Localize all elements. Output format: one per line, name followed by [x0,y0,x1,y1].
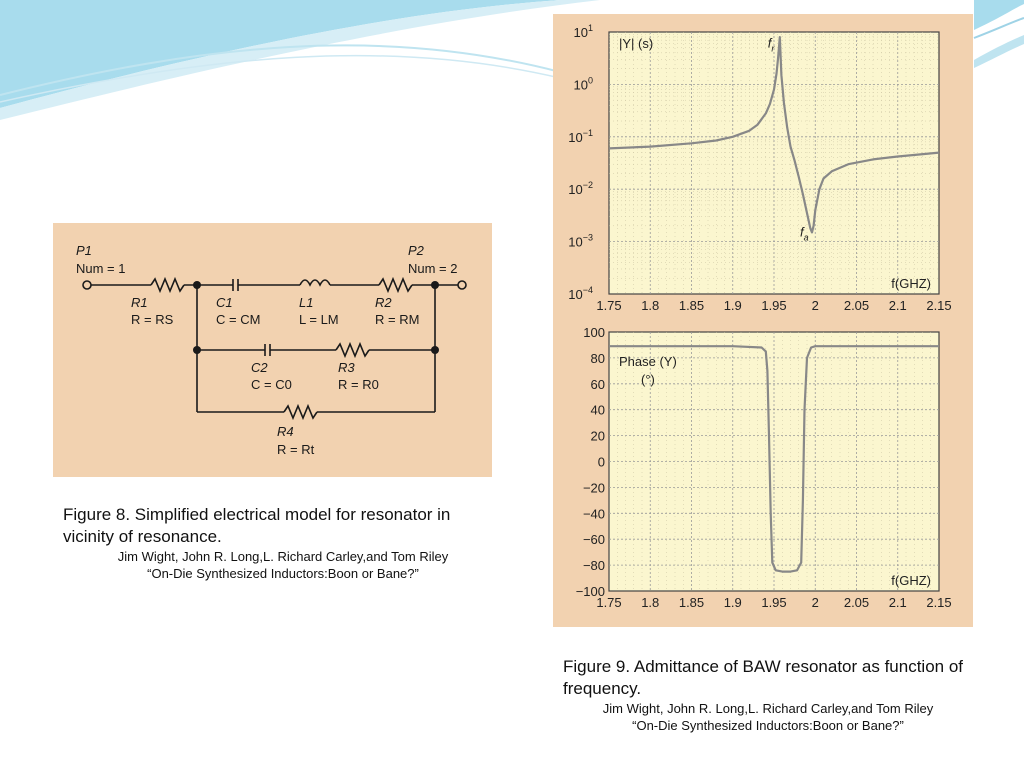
x-tick-label: 1.95 [761,298,787,313]
port1-terminal [83,281,91,289]
x-tick-label: 2.05 [843,298,870,313]
x-tick-label: 2 [811,298,819,313]
x-axis-label: f(GHZ) [891,573,931,588]
port2-num: Num = 2 [408,261,458,276]
figure8-caption [63,504,503,582]
y-tick-label: 80 [590,350,605,366]
r3-value: R = R0 [338,377,379,392]
r4-name: R4 [277,424,294,439]
annotation-fr: $f_r$ [767,35,775,54]
resistor-r2 [379,279,412,291]
y-axis-unit: (°) [641,372,655,387]
port1-name: P1 [76,243,92,258]
x-tick-label: 1.8 [641,595,660,610]
admittance-plot-panel [553,14,973,627]
r1-name: R1 [131,295,148,310]
x-tick-label: 2.1 [888,298,907,313]
x-tick-label: 2.15 [926,298,952,313]
y-tick-label: −40 [582,506,605,522]
c2-name: C2 [251,360,268,375]
figure8-caption-paper: “On-Die Synthesized Inductors:Boon or Bane?” [147,566,419,581]
x-tick-label: 1.75 [596,595,622,610]
x-axis-label: f(GHZ) [891,276,931,291]
y-tick-label: −20 [582,480,605,496]
port1-num: Num = 1 [76,261,126,276]
y-tick-label: $10^0$ [573,75,593,93]
y-tick-label: −60 [582,532,605,548]
y-tick-label: −100 [575,584,605,599]
l1-name: L1 [299,295,314,310]
x-tick-label: 1.9 [723,595,742,610]
l1-value: L = LM [299,312,339,327]
y-tick-exponent: −4 [582,285,593,295]
y-tick-exponent: 1 [587,23,593,33]
annotation-subscript: r [771,43,775,54]
y-tick-exponent: 0 [587,75,593,86]
x-tick-label: 2.05 [843,595,870,610]
r2-value: R = RM [375,312,420,327]
figure9-caption-authors: Jim Wight, John R. Long,L. Richard Carley,and Tom Riley [602,701,934,716]
figure9-caption [563,656,973,734]
x-tick-label: 2.15 [926,595,952,610]
y-tick-label: 20 [590,428,605,444]
resistor-r1 [151,279,184,291]
x-tick-label: 1.85 [678,298,705,313]
y-tick-label: 40 [590,402,605,418]
y-tick-label: $10^{-3}$ [568,232,593,250]
c1-name: C1 [216,295,233,310]
y-tick-label: 60 [590,376,605,392]
x-tick-label: 2 [811,595,819,610]
y-tick-label: $10^{-4}$ [568,285,593,302]
figure8-caption-title: Figure 8. Simplified electrical model for resonator in vicinity of resonance. [63,505,451,546]
y-tick-label: $10^1$ [573,23,593,40]
x-tick-label: 2.1 [888,595,907,610]
y-axis-label: |Y| (s) [619,36,654,51]
r3-name: R3 [338,360,355,375]
y-tick-label: 0 [597,454,605,470]
y-tick-exponent: −2 [582,180,593,191]
circuit-diagram-panel [53,223,492,477]
c2-value: C = C0 [251,377,292,392]
r1-value: R = RS [131,312,174,327]
port2-name: P2 [408,243,424,258]
admittance-charts [553,14,973,627]
y-axis-label: Phase (Y) [619,354,677,369]
r2-name: R2 [375,295,392,310]
x-tick-label: 1.8 [641,298,660,313]
resistor-r3 [336,344,369,356]
annotation-fa: $f_a$ [799,224,809,243]
resistor-r4 [284,406,317,418]
port2-terminal [458,281,466,289]
y-tick-exponent: −1 [582,127,593,138]
plot-area-0 [609,32,939,294]
r4-value: R = Rt [277,442,315,457]
y-tick-label: $10^{-1}$ [568,127,593,145]
x-tick-label: 1.85 [678,595,705,610]
annotation-subscript: a [803,232,809,243]
figure9-caption-title: Figure 9. Admittance of BAW resonator as function of frequency. [563,657,964,698]
x-tick-label: 1.95 [761,595,787,610]
inductor-l1 [300,280,330,285]
x-tick-label: 1.9 [723,298,742,313]
y-tick-exponent: −3 [582,232,593,243]
y-tick-label: 100 [583,325,605,340]
y-tick-label: $10^{-2}$ [568,180,593,198]
figure8-caption-authors: Jim Wight, John R. Long,L. Richard Carley,and Tom Riley [117,549,449,564]
circuit-diagram [53,223,492,477]
x-tick-label: 1.75 [596,298,622,313]
figure9-caption-paper: “On-Die Synthesized Inductors:Boon or Bane?” [632,718,904,733]
y-tick-label: −80 [582,558,605,574]
c1-value: C = CM [216,312,261,327]
